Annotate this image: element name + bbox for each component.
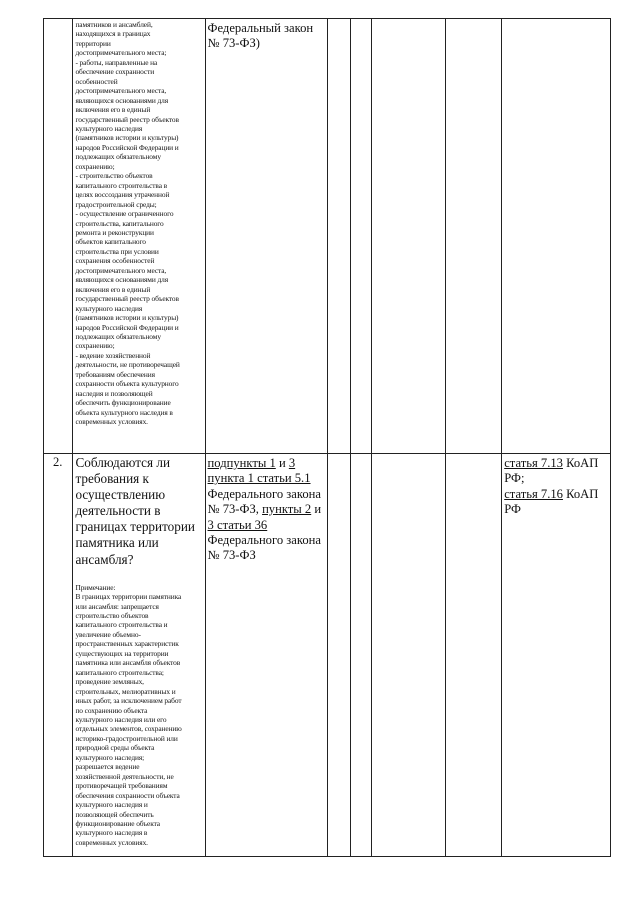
requirements-line: (памятников истории и культуры): [75, 313, 179, 323]
note-line: иных работ, за исключением работ: [75, 696, 182, 706]
note-line: капитального строительства;: [75, 667, 164, 677]
requirements-line: государственный реестр объектов: [75, 294, 179, 304]
note-line: проведение земляных,: [75, 677, 144, 687]
note-line: историко-градостроительной или: [75, 733, 178, 743]
requirements-line: объекта культурного наследия в: [75, 407, 173, 417]
answer-na-cell[interactable]: [372, 454, 446, 857]
requirements-line: культурного наследия: [75, 303, 143, 313]
law-link-subpoints[interactable]: подпункты 1: [207, 456, 276, 470]
comment-cell[interactable]: [446, 454, 502, 857]
question-text: Соблюдаются ли требования к осуществлению деятельности в границах территории памятника или ансамбля?: [75, 455, 195, 567]
table-row: [44, 19, 611, 454]
requirements-line: капитального строительства в: [75, 180, 168, 190]
note-line: противоречащей требованиям: [75, 781, 168, 791]
note-line: природной среды объекта: [75, 743, 155, 753]
requirements-line: особенностей: [75, 76, 118, 86]
requirements-line: целях воссоздания утраченной: [75, 190, 170, 200]
koap-text: КоАП: [566, 456, 599, 470]
requirements-line: - ведение хозяйственной: [75, 350, 151, 360]
law-link-article-36[interactable]: 3 статьи 36: [207, 517, 268, 532]
note-line: современных условиях.: [75, 837, 148, 847]
law-cell: [205, 19, 328, 454]
note-line: культурного наследия или его: [75, 715, 167, 724]
note-line: памятника или ансамбля объектов: [75, 658, 181, 668]
law-text: Федерального закона: [207, 486, 321, 501]
requirements-line: подлежащих обязательному: [75, 331, 161, 341]
note-line: существующих на территории: [75, 648, 169, 658]
koap-link-7-16[interactable]: статья 7.16: [504, 486, 563, 501]
koap-text: КоАП: [566, 486, 599, 501]
requirements-line: находящихся в границах: [75, 29, 151, 39]
koap-text: РФ;: [504, 471, 525, 486]
requirements-line: обеспечение сохранности: [75, 67, 155, 77]
requirements-table: [43, 18, 611, 857]
requirements-cell: [73, 19, 205, 454]
law-text: и: [314, 502, 322, 517]
requirements-text: [73, 19, 204, 426]
requirements-line: достопримечательного места;: [75, 48, 167, 58]
requirements-line: сохранения особенностей: [75, 256, 155, 266]
requirements-line: объектов капитального: [75, 237, 146, 247]
requirements-line: подлежащих обязательному: [75, 152, 161, 162]
note-line: культурного наследия;: [75, 752, 145, 762]
law-text: Федерального закона: [207, 533, 321, 548]
comment-cell[interactable]: [446, 19, 502, 454]
requirements-line: культурного наследия: [75, 123, 143, 133]
note-line: разрешается ведение: [75, 762, 140, 772]
requirements-line: - строительство объектов: [75, 171, 153, 181]
row-number: 2.: [53, 455, 63, 469]
requirements-line: являющихся основаниями для: [75, 95, 169, 105]
note-line: культурного наследия в: [75, 828, 148, 838]
answer-yes-cell[interactable]: [328, 19, 350, 454]
requirements-line: народов Российской Федерации и: [75, 322, 179, 332]
law-cell: [205, 454, 328, 857]
requirements-line: современных условиях.: [75, 417, 148, 427]
requirements-line: строительства при условии: [75, 246, 159, 256]
koap-cell: [502, 454, 611, 857]
table-row: [44, 454, 611, 857]
law-text: № 73-ФЗ: [207, 548, 256, 563]
law-link-article-5-1[interactable]: пункта 1 статьи 5.1: [207, 471, 311, 486]
note-line: капитального строительства и: [75, 620, 168, 630]
note-line: функционирование объекта: [75, 818, 160, 828]
answer-no-cell[interactable]: [350, 454, 371, 857]
note-line: строительство объектов: [75, 611, 149, 621]
requirements-line: градостроительной среды;: [75, 199, 157, 209]
requirements-line: сохранению;: [75, 161, 115, 171]
koap-text: РФ: [504, 502, 521, 517]
requirements-line: обеспечить функционирование: [75, 398, 171, 408]
note-line: увеличение объемно-: [75, 629, 141, 639]
requirements-line: (памятников истории и культуры): [75, 133, 179, 143]
law-link-3[interactable]: 3: [288, 456, 296, 470]
note-text: [73, 582, 204, 848]
answer-na-cell[interactable]: [372, 19, 446, 454]
answer-no-cell[interactable]: [350, 19, 371, 454]
requirements-line: территории: [75, 38, 111, 48]
requirements-line: памятников и ансамблей,: [75, 20, 153, 29]
law-text: и: [278, 456, 286, 470]
note-line: культурного наследия и: [75, 800, 148, 810]
note-line: отдельных элементов, сохранению: [75, 724, 182, 734]
note-line: по сохранению объекта: [75, 705, 148, 715]
law-text: Федеральный закон: [207, 21, 314, 35]
requirements-line: включения его в единый: [75, 105, 151, 115]
note-line: или ансамбля: запрещается: [75, 601, 159, 611]
requirements-line: достопримечательного места,: [75, 265, 167, 275]
note-line: Примечание:: [75, 582, 116, 592]
requirements-line: народов Российской Федерации и: [75, 142, 179, 152]
requirements-line: деятельности, не противоречащей: [75, 360, 180, 370]
requirements-line: - осуществление ограниченного: [75, 209, 174, 219]
requirements-line: сохранности объекта культурного: [75, 379, 179, 389]
requirements-line: являющихся основаниями для: [75, 275, 169, 285]
requirements-line: требованиям обеспечения: [75, 369, 155, 379]
law-text: № 73-ФЗ): [207, 36, 260, 51]
law-link-points-2[interactable]: пункты 2: [262, 502, 312, 517]
requirements-line: строительства, капитального: [75, 218, 164, 228]
answer-yes-cell[interactable]: [328, 454, 350, 857]
requirements-line: включения его в единый: [75, 284, 151, 294]
law-text: № 73-ФЗ,: [207, 502, 259, 517]
note-line: строительных, мелиоративных и: [75, 686, 176, 696]
requirements-line: достопримечательного места,: [75, 86, 167, 96]
row-number-cell: [44, 454, 73, 857]
note-line: пространственных характеристик: [75, 639, 179, 649]
question-cell: [73, 454, 205, 857]
koap-cell: [502, 19, 611, 454]
note-line: обеспечения сохранности объекта: [75, 790, 180, 800]
note-line: позволяющей обеспечить: [75, 809, 154, 819]
requirements-line: ремонта и реконструкции: [75, 227, 154, 237]
requirements-line: наследия и позволяющей: [75, 388, 153, 398]
requirements-line: сохранению;: [75, 341, 115, 351]
row-number-cell: [44, 19, 73, 454]
requirements-line: - работы, направленные на: [75, 57, 158, 67]
note-line: В границах территории памятника: [75, 592, 182, 602]
note-line: хозяйственной деятельности, не: [75, 771, 174, 781]
requirements-line: государственный реестр объектов: [75, 114, 179, 124]
koap-link-7-13[interactable]: статья 7.13: [504, 456, 563, 470]
